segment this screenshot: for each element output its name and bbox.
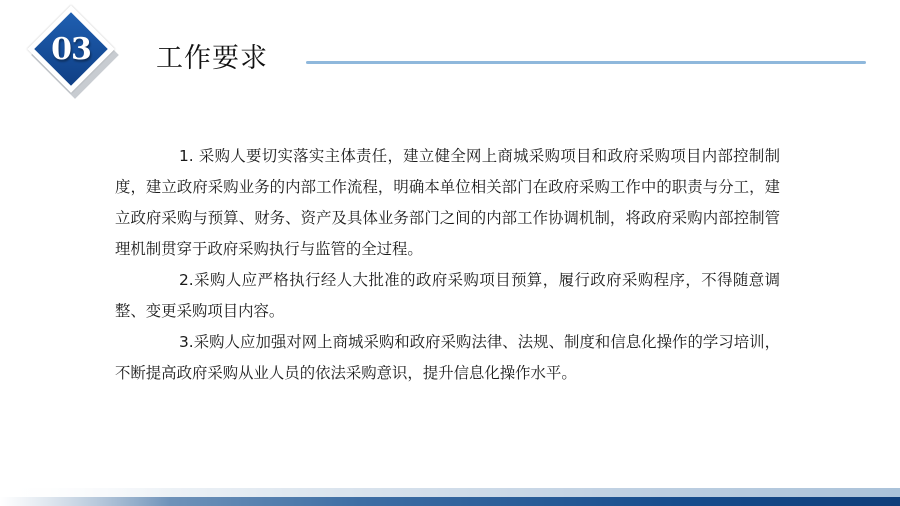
title-divider: [306, 61, 866, 64]
footer-band-fade: [0, 488, 170, 506]
page-title: 工作要求: [156, 43, 268, 74]
requirement-paragraph-3: 3.采购人应加强对网上商城采购和政府采购法律、法规、制度和信息化操作的学习培训，不断提高政府采购从业人员的依法采购意识，提升信息化操作水平。: [115, 333, 780, 382]
requirement-paragraph-2: 2.采购人应严格执行经人大批准的政府采购项目预算，履行政府采购程序，不得随意调整、变更采购项目内容。: [115, 271, 780, 320]
requirements-body: [115, 141, 780, 389]
footer-stripe: [0, 488, 900, 506]
section-number: 03: [51, 32, 91, 67]
requirement-paragraph-1: 1. 采购人要切实落实主体责任，建立健全网上商城采购项目和政府采购项目内部控制制度，建立政府采购业务的内部工作流程，明确本单位相关部门在政府采购工作中的职责与分工，建立政府采购与预算、财务、资产及具体业务部门之间的内部工作协调机制，将政府采购内部控制管理机制贯穿于政府采购执行与监管的全过程。: [115, 147, 780, 258]
section-number-badge: [22, 6, 122, 101]
